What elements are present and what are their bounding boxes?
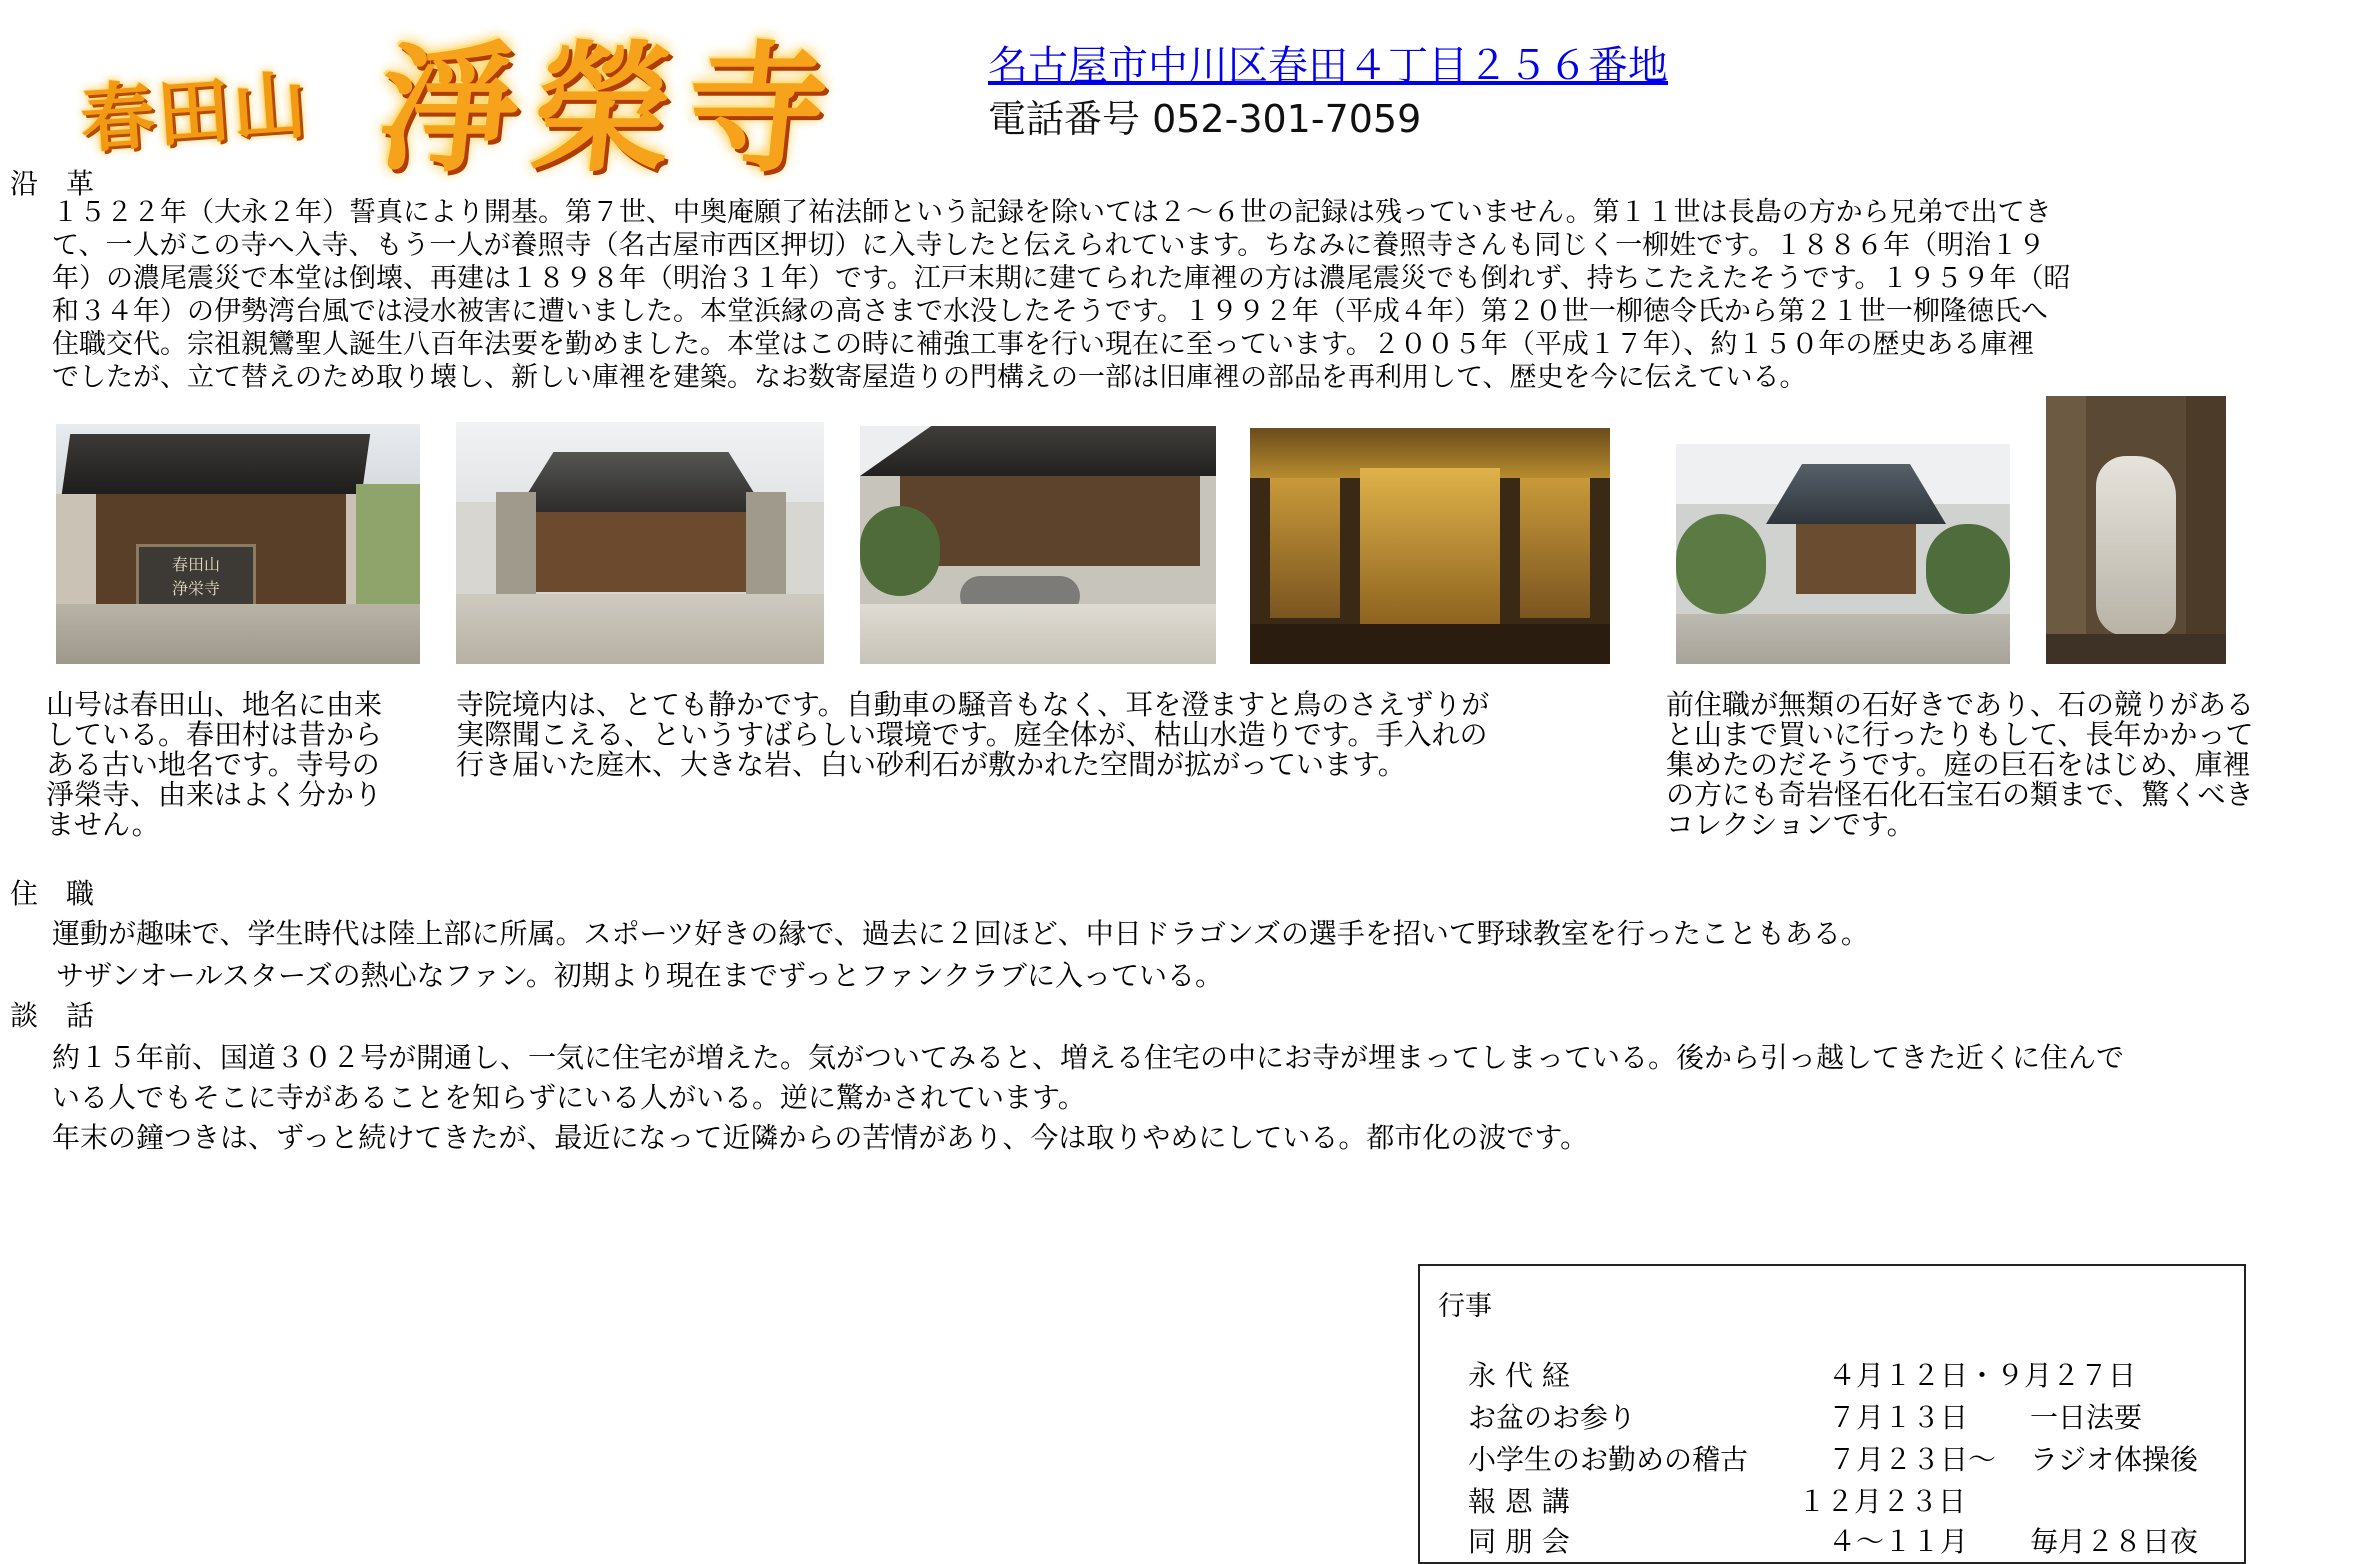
history-heading: 沿 革 — [10, 167, 95, 200]
history-line: 和３４年）の伊勢湾台風では浸水被害に遭いました。本堂浜縁の高さまで水没したそうです。１９９２年（平成４年）第２０世一柳徳令氏から第２１世一柳隆徳氏へ — [52, 296, 2048, 327]
history-text — [52, 196, 2352, 394]
event-date: ７月２３日～ — [1828, 1443, 1997, 1476]
photo-main-hall — [456, 422, 824, 664]
event-name: 報 恩 講 — [1468, 1485, 1570, 1518]
caption-line: 実際聞こえる、というすばらしい環境です。庭全体が、枯山水造りです。手入れの — [456, 718, 1488, 751]
event-name: お盆のお参り — [1468, 1401, 1637, 1434]
event-row — [1420, 1354, 2244, 1394]
caption-grounds — [456, 690, 1656, 780]
phone-number: 電話番号 052-301-7059 — [988, 97, 1422, 141]
caption-stones — [1666, 690, 2346, 840]
logo-temple-name: 淨榮寺 — [370, 28, 850, 192]
history-line: 年）の濃尾震災で本堂は倒壊、再建は１８９８年（明治３１年）です。江戸末期に建てられた庫裡の方は濃尾震災でも倒れず、持ちこたえたそうです。１９５９年（昭 — [52, 263, 2071, 294]
event-note: 一日法要 — [2030, 1401, 2143, 1434]
priest-heading: 住 職 — [10, 877, 95, 910]
history-line: 住職交代。宗祖親鸞聖人誕生八百年法要を勤めました。本堂はこの時に補強工事を行い現在に至っています。２００５年（平成１７年）、約１５０年の歴史ある庫裡 — [52, 329, 2035, 360]
priest-line: サザンオールスターズの熱心なファン。初期より現在までずっとファンクラブに入っている。 — [56, 959, 1224, 992]
event-note: 毎月２８日夜 — [2030, 1525, 2199, 1558]
event-date: ７月１３日 — [1828, 1401, 1969, 1434]
event-name: 永 代 経 — [1468, 1359, 1570, 1392]
event-row — [1420, 1520, 2244, 1560]
caption-gate — [46, 690, 426, 840]
caption-line: 寺院境内は、とても静かです。自動車の騒音もなく、耳を澄ますと鳥のさえずりが — [456, 688, 1490, 721]
photo-temple-gate — [56, 424, 420, 664]
caption-line: 前住職が無類の石好きであり、石の競りがある — [1666, 688, 2255, 721]
history-line: １５２２年（大永２年）誓真により開基。第７世、中奥庵願了祐法師という記録を除いては２～６世の記録は残っていません。第１１世は長島の方から兄弟で出てき — [52, 197, 2052, 228]
logo-mountain-name: 春田山 — [77, 62, 312, 164]
caption-line: コレクションです。 — [1666, 808, 1915, 841]
event-name: 小学生のお勤めの稽古 — [1468, 1443, 1749, 1476]
event-note: ラジオ体操後 — [2030, 1443, 2199, 1476]
event-row — [1420, 1438, 2244, 1478]
history-line: て、一人がこの寺へ入寺、もう一人が養照寺（名古屋市西区押切）に入寺したと伝えられています。ちなみに養照寺さんも同じく一柳姓です。１８８６年（明治１９ — [52, 230, 2046, 261]
photo-golden-altar — [1250, 428, 1610, 664]
caption-line: ある古い地名です。寺号の — [46, 748, 380, 781]
event-date: ４月１２日・９月２７日 — [1828, 1359, 2137, 1392]
gate-sign: 春田山 浄栄寺 — [136, 544, 256, 624]
caption-line: 集めたのだそうです。庭の巨石をはじめ、庫裡 — [1666, 748, 2251, 781]
caption-line: 山号は春田山、地名に由来 — [46, 688, 383, 721]
event-name: 同 朋 会 — [1468, 1525, 1570, 1558]
temple-logo — [77, 4, 940, 192]
caption-line: 行き届いた庭木、大きな岩、白い砂利石が敷かれた空間が拡がっています。 — [456, 748, 1406, 781]
event-row — [1420, 1396, 2244, 1436]
events-title: 行事 — [1438, 1291, 1492, 1322]
talk-line: いる人でもそこに寺があることを知らずにいる人がいる。逆に驚かされています。 — [52, 1081, 1086, 1114]
event-row — [1420, 1480, 2244, 1520]
photo-dry-garden — [860, 426, 1216, 664]
caption-line: 淨榮寺、由来はよく分かり — [46, 778, 383, 811]
events-box — [1418, 1264, 2246, 1564]
address-link[interactable]: 名古屋市中川区春田４丁目２５６番地 — [988, 43, 1668, 89]
caption-line: の方にも奇岩怪石化石宝石の類まで、驚くべき — [1666, 778, 2254, 811]
history-line: でしたが、立て替えのため取り壊し、新しい庫裡を建築。なお数寄屋造りの門構えの一部は旧庫裡の部品を再利用して、歴史を今に伝えている。 — [52, 362, 1807, 393]
talk-heading: 談 話 — [10, 999, 95, 1032]
talk-line: 年末の鐘つきは、ずっと続けてきたが、最近になって近隣からの苦情があり、今は取りやめにしている。都市化の波です。 — [52, 1121, 1589, 1154]
caption-line: と山まで買いに行ったりもして、長年かかって — [1666, 718, 2254, 751]
caption-line: ません。 — [46, 808, 160, 841]
photo-rock-collection — [2046, 396, 2226, 664]
priest-line: 運動が趣味で、学生時代は陸上部に所属。スポーツ好きの縁で、過去に２回ほど、中日ドラゴンズの選手を招いて野球教室を行ったこともある。 — [52, 917, 1869, 950]
event-date: ４～１１月 — [1828, 1525, 1969, 1558]
photo-garden-gate — [1676, 444, 2010, 664]
talk-line: 約１５年前、国道３０２号が開通し、一気に住宅が増えた。気がついてみると、増える住宅の中にお寺が埋まってしまっている。後から引っ越してきた近くに住んで — [52, 1041, 2125, 1074]
caption-line: している。春田村は昔から — [46, 718, 383, 751]
event-date: １２月２３日 — [1798, 1485, 1967, 1518]
